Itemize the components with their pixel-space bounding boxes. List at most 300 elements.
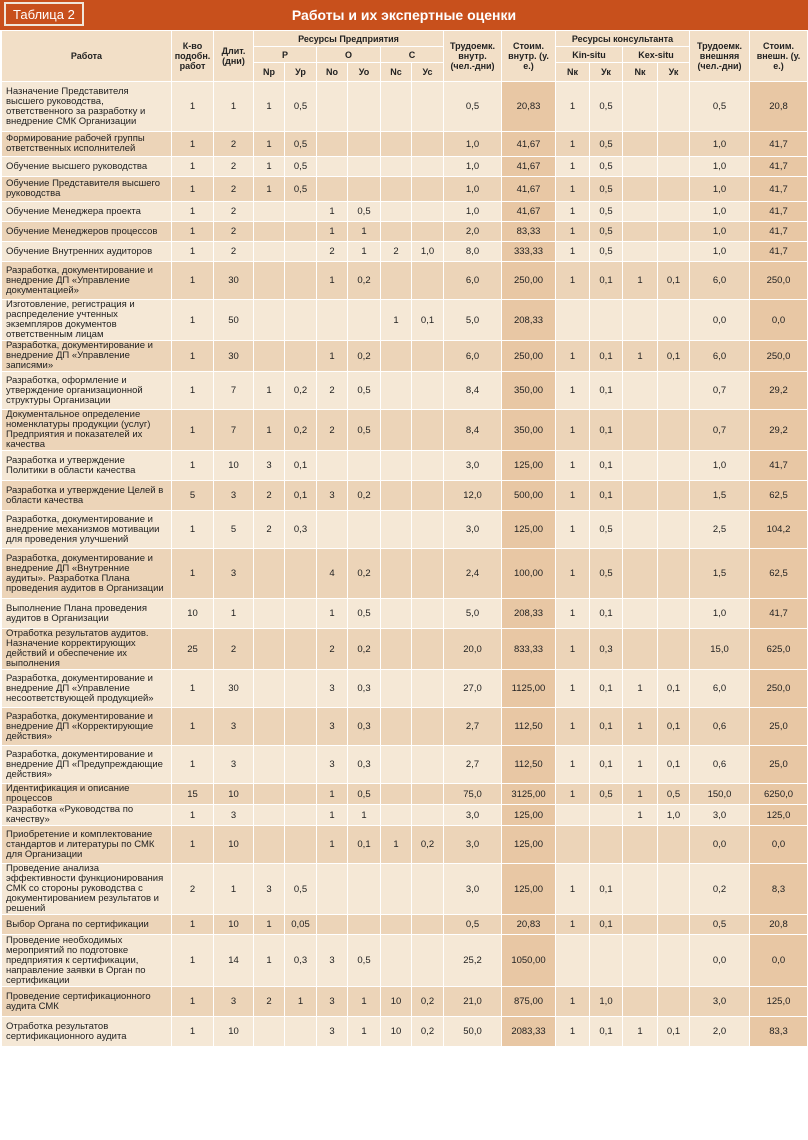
value-cell: 4 [317, 549, 348, 599]
value-cell: 0,5 [285, 864, 317, 915]
value-cell [348, 915, 381, 935]
value-cell: 1 [172, 157, 214, 177]
value-cell: 8,3 [750, 864, 808, 915]
value-cell [254, 300, 285, 341]
value-cell: 1 [172, 262, 214, 300]
value-cell [556, 935, 590, 987]
value-cell [658, 177, 690, 202]
value-cell: 250,0 [750, 670, 808, 708]
value-cell: 3,0 [444, 826, 502, 864]
table-row [2, 202, 808, 222]
work-cell: Идентификация и описание процессов [2, 784, 172, 805]
value-cell [412, 784, 444, 805]
value-cell: 0,1 [590, 262, 623, 300]
value-cell: 1 [556, 157, 590, 177]
value-cell: 350,00 [502, 410, 556, 451]
value-cell [412, 202, 444, 222]
value-cell: 0,2 [348, 549, 381, 599]
value-cell: 0,2 [285, 372, 317, 410]
value-cell: 2 [317, 372, 348, 410]
value-cell: 20,83 [502, 82, 556, 132]
value-cell: 0,2 [690, 864, 750, 915]
value-cell: 8,4 [444, 410, 502, 451]
header-cost-external: Стоим. внешн. (у. е.) [750, 31, 808, 82]
value-cell [658, 451, 690, 481]
table-row [2, 826, 808, 864]
value-cell [623, 915, 658, 935]
value-cell: 2 [214, 629, 254, 670]
value-cell: 1 [254, 915, 285, 935]
value-cell: 1 [254, 410, 285, 451]
value-cell: 1 [172, 410, 214, 451]
work-cell: Разработка, документирование и внедрение ДП «Предупреждающие действия» [2, 746, 172, 784]
value-cell: 0,2 [348, 481, 381, 511]
value-cell: 0,1 [590, 410, 623, 451]
value-cell: 29,2 [750, 372, 808, 410]
value-cell: 7 [214, 410, 254, 451]
value-cell [381, 670, 412, 708]
value-cell: 0,0 [690, 826, 750, 864]
value-cell: 3 [214, 805, 254, 826]
value-cell: 1 [285, 987, 317, 1017]
value-cell [556, 805, 590, 826]
value-cell: 1 [317, 341, 348, 372]
value-cell: 41,67 [502, 132, 556, 157]
value-cell [412, 746, 444, 784]
value-cell [381, 202, 412, 222]
value-cell [623, 864, 658, 915]
work-cell: Разработка, документирование и внедрение ДП «Управление документацией» [2, 262, 172, 300]
value-cell [412, 372, 444, 410]
value-cell [658, 826, 690, 864]
value-cell: 2,0 [444, 222, 502, 242]
value-cell: 100,00 [502, 549, 556, 599]
value-cell: 1 [556, 372, 590, 410]
value-cell: 1 [556, 549, 590, 599]
value-cell [658, 481, 690, 511]
header-group-o: О [317, 47, 381, 63]
value-cell: 3 [214, 987, 254, 1017]
value-cell: 250,00 [502, 341, 556, 372]
value-cell [381, 629, 412, 670]
value-cell [658, 549, 690, 599]
value-cell [317, 132, 348, 157]
work-cell: Разработка, документирование и внедрение ДП «Внутренние аудиты». Разработка Плана проведения аудитов в Организации [2, 549, 172, 599]
table-row [2, 157, 808, 177]
value-cell [285, 1017, 317, 1047]
value-cell [381, 599, 412, 629]
table-title: Работы и их экспертные оценки [291, 7, 517, 23]
value-cell: 1 [214, 864, 254, 915]
value-cell: 350,00 [502, 372, 556, 410]
header-kin-situ: Kin-situ [556, 47, 623, 63]
value-cell: 0,5 [590, 202, 623, 222]
table-row [2, 1017, 808, 1047]
table-row [2, 341, 808, 372]
header-group-c: С [381, 47, 444, 63]
value-cell [412, 511, 444, 549]
value-cell: 0,2 [348, 629, 381, 670]
value-cell: 1 [317, 202, 348, 222]
value-cell: 6,0 [444, 262, 502, 300]
work-cell: Проведение необходимых мероприятий по подготовке предприятия к сертификации, направление заявки в Орган по сертификации [2, 935, 172, 987]
value-cell: 0,5 [444, 82, 502, 132]
value-cell: 0,1 [285, 481, 317, 511]
value-cell: 112,50 [502, 708, 556, 746]
value-cell: 1 [623, 805, 658, 826]
value-cell [285, 746, 317, 784]
value-cell [623, 451, 658, 481]
value-cell [285, 599, 317, 629]
value-cell: 1 [172, 82, 214, 132]
value-cell: 0,5 [590, 784, 623, 805]
value-cell [412, 915, 444, 935]
header-group-r: Р [254, 47, 317, 63]
value-cell: 3 [214, 708, 254, 746]
value-cell: 125,0 [750, 805, 808, 826]
value-cell: 1 [348, 987, 381, 1017]
value-cell: 1,0 [444, 132, 502, 157]
value-cell [254, 805, 285, 826]
value-cell [285, 222, 317, 242]
value-cell [254, 341, 285, 372]
value-cell: 1 [381, 300, 412, 341]
value-cell: 30 [214, 670, 254, 708]
value-cell: 15 [172, 784, 214, 805]
value-cell: 1 [556, 202, 590, 222]
value-cell [412, 549, 444, 599]
value-cell: 1,0 [690, 202, 750, 222]
value-cell: 0,5 [590, 222, 623, 242]
work-cell: Разработка, документирование и внедрение ДП «Корректирующие действия» [2, 708, 172, 746]
value-cell [285, 202, 317, 222]
value-cell: 1 [556, 242, 590, 262]
value-cell: 10 [172, 599, 214, 629]
table-row [2, 629, 808, 670]
value-cell [317, 511, 348, 549]
header-nk-ex: Nк [623, 63, 658, 82]
value-cell [285, 549, 317, 599]
value-cell: 1 [556, 341, 590, 372]
value-cell: 1 [317, 222, 348, 242]
value-cell: 1 [317, 784, 348, 805]
value-cell: 1 [556, 511, 590, 549]
value-cell [658, 599, 690, 629]
value-cell: 0,2 [412, 1017, 444, 1047]
value-cell: 625,0 [750, 629, 808, 670]
value-cell [658, 511, 690, 549]
value-cell [348, 177, 381, 202]
value-cell: 10 [381, 987, 412, 1017]
value-cell [590, 300, 623, 341]
value-cell: 15,0 [690, 629, 750, 670]
value-cell: 0,1 [590, 1017, 623, 1047]
value-cell: 0,1 [590, 481, 623, 511]
value-cell [381, 372, 412, 410]
value-cell [590, 935, 623, 987]
value-cell: 1,0 [690, 177, 750, 202]
value-cell: 3 [254, 451, 285, 481]
value-cell [285, 629, 317, 670]
work-cell: Разработка и утверждение Целей в области качества [2, 481, 172, 511]
value-cell: 2,5 [690, 511, 750, 549]
value-cell: 3 [214, 746, 254, 784]
value-cell [623, 132, 658, 157]
value-cell [412, 629, 444, 670]
value-cell: 2 [381, 242, 412, 262]
value-cell: 10 [381, 1017, 412, 1047]
work-cell: Приобретение и комплектование стандартов и литературы по СМК для Организации [2, 826, 172, 864]
value-cell: 1 [556, 132, 590, 157]
value-cell: 2,0 [690, 1017, 750, 1047]
value-cell: 41,7 [750, 599, 808, 629]
value-cell [412, 451, 444, 481]
value-cell: 0,6 [690, 746, 750, 784]
header-nk-in: Nк [556, 63, 590, 82]
value-cell [623, 629, 658, 670]
value-cell [623, 511, 658, 549]
work-cell: Обучение высшего руководства [2, 157, 172, 177]
value-cell: 14 [214, 935, 254, 987]
value-cell: 1050,00 [502, 935, 556, 987]
value-cell [317, 300, 348, 341]
value-cell: 2,4 [444, 549, 502, 599]
header-labor-internal: Трудоемк. внутр. (чел.-дни) [444, 31, 502, 82]
value-cell: 0,3 [285, 935, 317, 987]
value-cell [254, 1017, 285, 1047]
value-cell: 1 [172, 222, 214, 242]
value-cell: 0,05 [285, 915, 317, 935]
value-cell: 250,0 [750, 341, 808, 372]
table-row [2, 82, 808, 132]
value-cell: 125,00 [502, 864, 556, 915]
value-cell: 25 [172, 629, 214, 670]
value-cell: 3,0 [444, 511, 502, 549]
value-cell: 0,5 [658, 784, 690, 805]
value-cell: 5 [172, 481, 214, 511]
header-np: Nр [254, 63, 285, 82]
value-cell: 1,0 [658, 805, 690, 826]
value-cell [381, 82, 412, 132]
value-cell: 20,0 [444, 629, 502, 670]
value-cell: 30 [214, 341, 254, 372]
header-work: Работа [2, 31, 172, 82]
value-cell: 6,0 [690, 341, 750, 372]
value-cell: 1 [172, 132, 214, 157]
value-cell [348, 300, 381, 341]
value-cell: 12,0 [444, 481, 502, 511]
value-cell: 0,1 [658, 670, 690, 708]
table-row [2, 805, 808, 826]
value-cell: 1 [317, 262, 348, 300]
value-cell [254, 242, 285, 262]
value-cell: 3 [317, 708, 348, 746]
value-cell: 1 [172, 1017, 214, 1047]
value-cell: 1 [172, 511, 214, 549]
value-cell: 1 [381, 826, 412, 864]
header-count: К-во подобн. работ [172, 31, 214, 82]
value-cell: 1 [556, 915, 590, 935]
value-cell: 1 [214, 599, 254, 629]
table-row [2, 300, 808, 341]
value-cell: 41,67 [502, 177, 556, 202]
value-cell: 0,5 [690, 915, 750, 935]
value-cell [381, 177, 412, 202]
work-cell: Документальное определение номенклатуры продукции (услуг) Предприятия и показателей их качества [2, 410, 172, 451]
value-cell: 21,0 [444, 987, 502, 1017]
value-cell: 1 [556, 82, 590, 132]
value-cell: 0,5 [590, 132, 623, 157]
value-cell: 0,1 [590, 708, 623, 746]
value-cell: 0,5 [285, 177, 317, 202]
value-cell [285, 300, 317, 341]
table-row [2, 262, 808, 300]
value-cell [348, 157, 381, 177]
work-cell: Выполнение Плана проведения аудитов в Организации [2, 599, 172, 629]
value-cell [412, 177, 444, 202]
value-cell: 0,5 [590, 82, 623, 132]
value-cell: 1 [172, 372, 214, 410]
work-cell: Разработка и утверждение Политики в области качества [2, 451, 172, 481]
value-cell: 25,0 [750, 708, 808, 746]
header-nc: Nс [381, 63, 412, 82]
value-cell: 7 [214, 372, 254, 410]
value-cell: 1 [348, 1017, 381, 1047]
value-cell: 20,8 [750, 82, 808, 132]
value-cell: 1 [172, 300, 214, 341]
value-cell: 0,1 [658, 708, 690, 746]
value-cell [658, 157, 690, 177]
value-cell: 62,5 [750, 549, 808, 599]
value-cell: 1125,00 [502, 670, 556, 708]
value-cell [623, 599, 658, 629]
value-cell: 0,1 [590, 599, 623, 629]
value-cell: 1 [254, 935, 285, 987]
value-cell [623, 372, 658, 410]
value-cell: 0,1 [658, 262, 690, 300]
table-body [2, 82, 808, 1047]
value-cell: 0,1 [658, 746, 690, 784]
value-cell [285, 826, 317, 864]
value-cell: 333,33 [502, 242, 556, 262]
value-cell: 1 [556, 410, 590, 451]
value-cell: 41,7 [750, 202, 808, 222]
value-cell: 0,5 [348, 202, 381, 222]
value-cell: 0,1 [285, 451, 317, 481]
value-cell [317, 864, 348, 915]
value-cell [412, 82, 444, 132]
value-cell: 1 [556, 222, 590, 242]
value-cell: 41,7 [750, 132, 808, 157]
header-enterprise-resources: Ресурсы Предприятия [254, 31, 444, 47]
value-cell: 0,5 [285, 82, 317, 132]
value-cell [623, 300, 658, 341]
value-cell [412, 670, 444, 708]
value-cell: 3 [254, 864, 285, 915]
value-cell [412, 708, 444, 746]
value-cell [285, 242, 317, 262]
value-cell [412, 410, 444, 451]
value-cell: 833,33 [502, 629, 556, 670]
value-cell [317, 177, 348, 202]
value-cell [381, 511, 412, 549]
value-cell [285, 341, 317, 372]
work-cell: Обучение Менеджера проекта [2, 202, 172, 222]
value-cell: 1 [172, 202, 214, 222]
header-duration: Длит. (дни) [214, 31, 254, 82]
value-cell [412, 341, 444, 372]
value-cell: 2 [214, 157, 254, 177]
value-cell: 1 [214, 82, 254, 132]
value-cell: 6,0 [444, 341, 502, 372]
value-cell: 250,0 [750, 262, 808, 300]
table-row [2, 132, 808, 157]
value-cell [623, 177, 658, 202]
value-cell: 1,0 [412, 242, 444, 262]
table-row [2, 708, 808, 746]
value-cell: 1 [556, 599, 590, 629]
value-cell: 3 [317, 1017, 348, 1047]
header-labor-external: Трудоемк. внешняя (чел.-дни) [690, 31, 750, 82]
value-cell: 1 [172, 670, 214, 708]
value-cell: 1 [623, 1017, 658, 1047]
value-cell: 10 [214, 784, 254, 805]
value-cell: 6,0 [690, 670, 750, 708]
value-cell [381, 451, 412, 481]
table-row [2, 511, 808, 549]
value-cell: 20,8 [750, 915, 808, 935]
value-cell [381, 341, 412, 372]
value-cell: 0,3 [348, 746, 381, 784]
value-cell: 0,5 [348, 372, 381, 410]
value-cell [623, 222, 658, 242]
value-cell: 0,5 [348, 784, 381, 805]
work-cell: Разработка «Руководства по качеству» [2, 805, 172, 826]
header-consultant-resources: Ресурсы консультанта [556, 31, 690, 47]
value-cell: 5,0 [444, 300, 502, 341]
value-cell: 1 [348, 222, 381, 242]
value-cell [658, 987, 690, 1017]
value-cell: 1 [317, 599, 348, 629]
value-cell [254, 826, 285, 864]
value-cell: 2 [317, 410, 348, 451]
table-row [2, 864, 808, 915]
work-cell: Отработка результатов аудитов. Назначение корректирующих действий и обеспечение их выполнения [2, 629, 172, 670]
value-cell: 1 [172, 242, 214, 262]
header-no: Nо [317, 63, 348, 82]
value-cell [556, 300, 590, 341]
value-cell: 1 [556, 262, 590, 300]
value-cell: 1 [623, 670, 658, 708]
value-cell: 1 [556, 451, 590, 481]
value-cell: 250,00 [502, 262, 556, 300]
value-cell: 2 [214, 202, 254, 222]
table-row [2, 372, 808, 410]
value-cell [658, 132, 690, 157]
value-cell [348, 82, 381, 132]
work-cell: Изготовление, регистрация и распределение учтенных экземпляров документов ответственным лицам [2, 300, 172, 341]
value-cell: 0,2 [412, 987, 444, 1017]
value-cell: 2 [214, 177, 254, 202]
value-cell: 1 [254, 132, 285, 157]
value-cell: 1 [556, 1017, 590, 1047]
value-cell: 10 [214, 826, 254, 864]
header-uk-ex: Ук [658, 63, 690, 82]
value-cell: 0,5 [590, 242, 623, 262]
value-cell: 3 [317, 481, 348, 511]
value-cell: 1 [172, 177, 214, 202]
header-uo: Уо [348, 63, 381, 82]
